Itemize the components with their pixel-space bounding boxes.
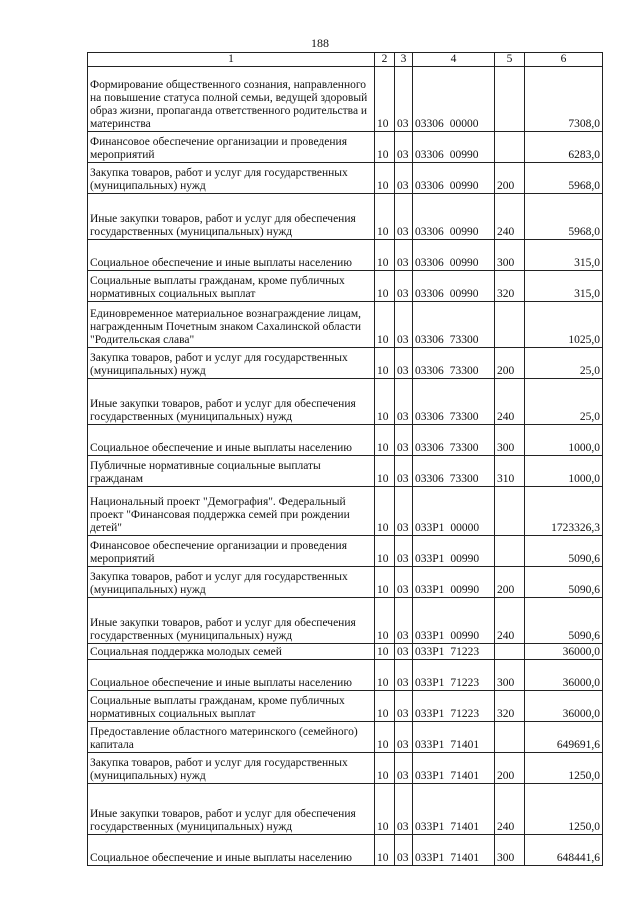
row-target-code: [413, 784, 495, 835]
target-code-program: 033P1: [415, 553, 445, 565]
table-row: [88, 753, 603, 784]
row-amount: 649691,6: [525, 722, 603, 753]
row-subsection: 03: [395, 691, 413, 722]
target-code-program: 033P1: [415, 821, 445, 833]
row-section: 10: [375, 425, 395, 456]
row-subsection: 03: [395, 644, 413, 660]
row-section: 10: [375, 67, 395, 132]
row-expense-type: [495, 722, 525, 753]
table-row: [88, 835, 603, 866]
row-expense-type: 240: [495, 379, 525, 425]
row-subsection: 03: [395, 536, 413, 567]
row-subsection: 03: [395, 456, 413, 487]
row-name: Социальные выплаты гражданам, кроме публичных нормативных социальных выплат: [88, 691, 375, 722]
row-expense-type: [495, 536, 525, 567]
row-subsection: 03: [395, 567, 413, 598]
target-code-program: 033P1: [415, 522, 445, 534]
target-code-direction: 71401: [450, 852, 480, 864]
row-target-code: [413, 132, 495, 163]
target-code-program: 033P1: [415, 677, 445, 689]
target-code-program: 03306: [415, 149, 444, 161]
row-target-code: [413, 536, 495, 567]
target-code-program: 033P1: [415, 739, 445, 751]
row-section: 10: [375, 660, 395, 691]
target-code-program: 033P1: [415, 630, 445, 642]
row-name: Финансовое обеспечение организации и проведения мероприятий: [88, 536, 375, 567]
row-expense-type: 240: [495, 784, 525, 835]
target-code-direction: 73300: [449, 334, 479, 346]
row-expense-type: 300: [495, 240, 525, 271]
row-target-code: [413, 379, 495, 425]
target-code-direction: 00990: [450, 584, 480, 596]
target-code-direction: 71223: [450, 677, 480, 689]
row-target-code: [413, 644, 495, 660]
row-section: 10: [375, 163, 395, 194]
row-target-code: [413, 240, 495, 271]
target-code-program: 03306: [415, 288, 444, 300]
row-section: 10: [375, 132, 395, 163]
row-subsection: 03: [395, 379, 413, 425]
row-amount: 25,0: [525, 379, 603, 425]
target-code-direction: 00990: [449, 149, 479, 161]
target-code-direction: 00990: [449, 226, 479, 238]
target-code-direction: 73300: [449, 411, 479, 423]
row-section: 10: [375, 835, 395, 866]
target-code-direction: 71401: [450, 739, 480, 751]
row-subsection: 03: [395, 487, 413, 536]
row-name: Социальное обеспечение и иные выплаты населению: [88, 835, 375, 866]
row-subsection: 03: [395, 132, 413, 163]
row-section: 10: [375, 784, 395, 835]
row-subsection: 03: [395, 271, 413, 302]
header-col-5: 5: [495, 53, 525, 67]
row-target-code: [413, 691, 495, 722]
row-section: 10: [375, 691, 395, 722]
row-subsection: 03: [395, 67, 413, 132]
row-amount: 1000,0: [525, 456, 603, 487]
row-amount: 36000,0: [525, 644, 603, 660]
row-target-code: [413, 271, 495, 302]
row-expense-type: 200: [495, 163, 525, 194]
row-subsection: 03: [395, 425, 413, 456]
row-subsection: 03: [395, 753, 413, 784]
target-code-direction: 00990: [449, 180, 479, 192]
target-code-direction: 73300: [449, 473, 479, 485]
table-row: [88, 163, 603, 194]
row-section: 10: [375, 194, 395, 240]
row-subsection: 03: [395, 784, 413, 835]
target-code-direction: 00990: [450, 553, 480, 565]
row-section: 10: [375, 567, 395, 598]
row-amount: 7308,0: [525, 67, 603, 132]
row-expense-type: 300: [495, 660, 525, 691]
target-code-program: 03306: [415, 118, 444, 130]
table-row: [88, 194, 603, 240]
table-row: [88, 240, 603, 271]
row-section: 10: [375, 379, 395, 425]
row-expense-type: [495, 487, 525, 536]
row-name: Закупка товаров, работ и услуг для государственных (муниципальных) нужд: [88, 348, 375, 379]
row-name: Иные закупки товаров, работ и услуг для обеспечения государственных (муниципальных) нужд: [88, 784, 375, 835]
row-expense-type: [495, 644, 525, 660]
row-target-code: [413, 835, 495, 866]
row-name: Публичные нормативные социальные выплаты гражданам: [88, 456, 375, 487]
target-code-direction: 71401: [450, 821, 480, 833]
table-row: [88, 456, 603, 487]
row-section: 10: [375, 753, 395, 784]
table-row: [88, 487, 603, 536]
target-code-direction: 73300: [449, 442, 479, 454]
table-row: [88, 271, 603, 302]
table-row: [88, 722, 603, 753]
header-col-3: 3: [395, 53, 413, 67]
table-row: [88, 644, 603, 660]
row-expense-type: 300: [495, 835, 525, 866]
row-target-code: [413, 598, 495, 644]
row-amount: 648441,6: [525, 835, 603, 866]
row-subsection: 03: [395, 835, 413, 866]
target-code-direction: 73300: [449, 365, 479, 377]
target-code-direction: 71223: [450, 708, 480, 720]
row-subsection: 03: [395, 194, 413, 240]
table-row: [88, 567, 603, 598]
target-code-program: 033P1: [415, 770, 445, 782]
row-expense-type: 240: [495, 598, 525, 644]
row-section: 10: [375, 722, 395, 753]
row-target-code: [413, 456, 495, 487]
table-row: [88, 598, 603, 644]
target-code-program: 033P1: [415, 646, 445, 658]
row-subsection: 03: [395, 598, 413, 644]
target-code-direction: 71223: [450, 646, 480, 658]
row-subsection: 03: [395, 722, 413, 753]
row-name: Закупка товаров, работ и услуг для государственных (муниципальных) нужд: [88, 567, 375, 598]
row-amount: 5968,0: [525, 194, 603, 240]
row-section: 10: [375, 536, 395, 567]
row-amount: 1025,0: [525, 302, 603, 348]
target-code-program: 033P1: [415, 852, 445, 864]
row-name: Иные закупки товаров, работ и услуг для обеспечения государственных (муниципальных) нужд: [88, 379, 375, 425]
target-code-program: 03306: [415, 442, 444, 454]
budget-table: [87, 52, 603, 866]
header-col-6: 6: [525, 53, 603, 67]
row-name: Финансовое обеспечение организации и проведения мероприятий: [88, 132, 375, 163]
target-code-direction: 00990: [449, 288, 479, 300]
row-expense-type: 310: [495, 456, 525, 487]
row-amount: 315,0: [525, 271, 603, 302]
table-row: [88, 660, 603, 691]
row-target-code: [413, 660, 495, 691]
row-expense-type: 240: [495, 194, 525, 240]
row-expense-type: 320: [495, 691, 525, 722]
target-code-program: 03306: [415, 365, 444, 377]
target-code-program: 03306: [415, 257, 444, 269]
row-expense-type: [495, 67, 525, 132]
target-code-program: 03306: [415, 226, 444, 238]
row-target-code: [413, 722, 495, 753]
row-amount: 36000,0: [525, 660, 603, 691]
target-code-direction: 71401: [450, 770, 480, 782]
target-code-direction: 00990: [450, 630, 480, 642]
row-expense-type: 200: [495, 753, 525, 784]
row-name: Закупка товаров, работ и услуг для государственных (муниципальных) нужд: [88, 753, 375, 784]
row-section: 10: [375, 302, 395, 348]
row-name: Формирование общественного сознания, направленного на повышение статуса полной семьи, ведущей здоровый образ жизни, пропаганда ответственного родительства и материнства: [88, 67, 375, 132]
row-name: Социальная поддержка молодых семей: [88, 644, 375, 660]
target-code-direction: 00000: [450, 522, 480, 534]
row-name: Социальное обеспечение и иные выплаты населению: [88, 425, 375, 456]
row-expense-type: 200: [495, 348, 525, 379]
row-subsection: 03: [395, 302, 413, 348]
table-row: [88, 302, 603, 348]
table-row: [88, 379, 603, 425]
row-section: 10: [375, 456, 395, 487]
table-row: [88, 67, 603, 132]
row-amount: 6283,0: [525, 132, 603, 163]
row-name: Иные закупки товаров, работ и услуг для обеспечения государственных (муниципальных) нужд: [88, 598, 375, 644]
target-code-direction: 00000: [449, 118, 479, 130]
row-name: Социальное обеспечение и иные выплаты населению: [88, 660, 375, 691]
row-target-code: [413, 425, 495, 456]
table-row: [88, 691, 603, 722]
table-row: [88, 348, 603, 379]
row-expense-type: 300: [495, 425, 525, 456]
target-code-program: 03306: [415, 334, 444, 346]
row-subsection: 03: [395, 163, 413, 194]
row-target-code: [413, 348, 495, 379]
target-code-program: 03306: [415, 180, 444, 192]
row-amount: 1250,0: [525, 753, 603, 784]
row-subsection: 03: [395, 660, 413, 691]
row-name: Социальное обеспечение и иные выплаты населению: [88, 240, 375, 271]
header-col-2: 2: [375, 53, 395, 67]
target-code-direction: 00990: [449, 257, 479, 269]
row-amount: 315,0: [525, 240, 603, 271]
row-amount: 5090,6: [525, 536, 603, 567]
row-target-code: [413, 194, 495, 240]
row-target-code: [413, 487, 495, 536]
row-amount: 1000,0: [525, 425, 603, 456]
row-amount: 25,0: [525, 348, 603, 379]
row-section: 10: [375, 598, 395, 644]
table-header-row: [88, 53, 603, 67]
row-name: Предоставление областного материнского (семейного) капитала: [88, 722, 375, 753]
row-amount: 5090,6: [525, 598, 603, 644]
row-target-code: [413, 753, 495, 784]
row-name: Иные закупки товаров, работ и услуг для обеспечения государственных (муниципальных) нужд: [88, 194, 375, 240]
row-section: 10: [375, 487, 395, 536]
row-amount: 5968,0: [525, 163, 603, 194]
row-section: 10: [375, 240, 395, 271]
page-number: 188: [311, 36, 329, 50]
row-expense-type: 200: [495, 567, 525, 598]
row-target-code: [413, 163, 495, 194]
header-col-1: 1: [88, 53, 375, 67]
row-amount: 1250,0: [525, 784, 603, 835]
target-code-program: 033P1: [415, 708, 445, 720]
table-row: [88, 132, 603, 163]
table-row: [88, 536, 603, 567]
row-expense-type: [495, 302, 525, 348]
row-amount: 36000,0: [525, 691, 603, 722]
target-code-program: 03306: [415, 473, 444, 485]
row-target-code: [413, 67, 495, 132]
row-target-code: [413, 567, 495, 598]
table-row: [88, 784, 603, 835]
row-amount: 1723326,3: [525, 487, 603, 536]
row-section: 10: [375, 644, 395, 660]
row-name: Закупка товаров, работ и услуг для государственных (муниципальных) нужд: [88, 163, 375, 194]
row-amount: 5090,6: [525, 567, 603, 598]
row-section: 10: [375, 271, 395, 302]
target-code-program: 03306: [415, 411, 444, 423]
row-target-code: [413, 302, 495, 348]
row-name: Единовременное материальное вознаграждение лицам, награжденным Почетным знаком Сахалинской области "Родительская слава": [88, 302, 375, 348]
table-row: [88, 425, 603, 456]
row-subsection: 03: [395, 348, 413, 379]
target-code-program: 033P1: [415, 584, 445, 596]
table-body: [88, 67, 603, 866]
row-expense-type: 320: [495, 271, 525, 302]
row-name: Социальные выплаты гражданам, кроме публичных нормативных социальных выплат: [88, 271, 375, 302]
row-name: Национальный проект "Демография". Федеральный проект "Финансовая поддержка семей при рождении детей": [88, 487, 375, 536]
header-col-4: 4: [413, 53, 495, 67]
row-section: 10: [375, 348, 395, 379]
row-expense-type: [495, 132, 525, 163]
row-subsection: 03: [395, 240, 413, 271]
